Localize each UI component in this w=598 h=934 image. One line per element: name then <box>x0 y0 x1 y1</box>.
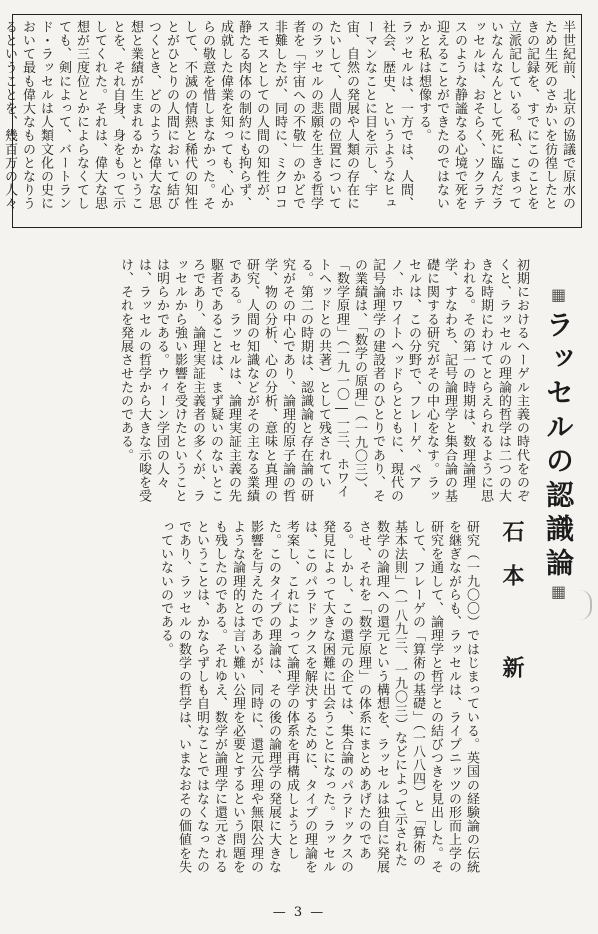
page-number: — 3 — <box>272 905 326 920</box>
article-upper-text: 初期におけるヘーゲル主義の時代をのぞくと、ラッセルの理論的哲学は二つの大きな時期にわけてとらえられるように思われる。その第一の時期は、数理論理学、すなわち、記号論理学と集合論の基礎に関する研究がその中心をなす。ラッセルは、この分野で、フレーゲ、ペアノ、ホワイトヘッドらとともに、現代の記号論理学の建設者のひとりであり、その業績は、「数学の原理」（一九〇三）、「数学原理」（一九一〇―一三、ホワイトヘッドとの共著）として残されている。第二の時期は、認識論と存在論の研究がその中心であり、論理的原子論の哲学、物の分析、心の分析、意味と真理の研究、人間の知識などがその主なる業績である。ラッセルは、論理実証主義の先駆者であることは、まず疑いのないところであり、論理実証主義者の多くが、ラッセルから強い影響を受けたということは明らかである。ウィーン学団の人々は、ラッセルの哲学から大きな示唆を受け、それを発展させたのである。 <box>118 258 529 503</box>
excerpt-text <box>2 20 576 220</box>
article-title-text: ラッセルの認識論 <box>542 310 575 582</box>
article-body-lower <box>20 520 480 880</box>
title-mark-icon: ▦ <box>549 582 568 607</box>
binding-hole <box>580 590 592 620</box>
author-name: 石本 新 <box>499 520 525 700</box>
article-body-upper <box>10 258 530 508</box>
excerpt-paragraph: ラッセルは、一方では、人間、社会、歴史、というようなヒューマンなことに目を示し、宇宙、自然の発展や人類の存在にたいして、人間の位置についてのラッセルの悲願を生きる哲学者を「宇宙への不敬」のかどで非難したが、同時に、ミクロコスモスとしての人間の知性が、静たる肉体の制約にも拘らず、成就した偉業を知っても、心からの敬意を惜しまなかった。そして、不滅の情熱と稀代の知性とがひとりの人間において結びつくとき、どのような偉大な思想と業績が生まれるかということを、それ自身、身をもって示してくれた。それは、偉大な思想が三度位とかによらなくてしても、剣によって、バートランド・ラッセルは人類文化の史において最も偉大なものとなりうるということを、幾百万の人々 <box>2 20 413 211</box>
title-mark-icon: ▦ <box>549 285 568 310</box>
article-title <box>538 285 578 607</box>
article-lower-text: 研究（一九〇〇）ではじまっている。英国の経験論の伝統を継ぎながらも、ラッセルは、ライプニッツの形而上学の研究を通して、論理学と哲学との結びつきを見出した。そして、フレーゲの「算術の基礎」（一八八四）と「算術の基本法則」（一八九三、一九〇三）などによって示された数学の論理への還元という構想を、ラッセルは独自に発展させ、それを「数学原理」の体系にまとめあげたのである。しかし、この還元の企ては、集合論のパラドックスの発見によって大きな困難に出会うことになった。ラッセルは、このパラドックスを解決するために、タイプの理論を考案し、これによって論理学の体系を再構成しようとした。このタイプの理論は、その後の論理学の発展に大きな影響を与えたのであるが、同時に、還元公理や無限公理のような論理的とは言い難い公理を必要とするという問題をも残したのである。それゆえ、数学が論理学に還元されるということは、かならずしも自明なことではなくなったのであり、ラッセルの数学の哲学は、いまなおその価値を失っていないのである。 <box>158 520 479 874</box>
excerpt-paragraph: 半世紀前、北京の協議で原水のため生死のさかいを彷徨したときの記録を、すでにこのことを立派記している。私、こまっていなんなんとして死に臨んだラッセルは、おそらく、ソクラテスのような静謐なる心境で死を迎えることができたのではないかと私は想像する。 <box>416 20 575 211</box>
